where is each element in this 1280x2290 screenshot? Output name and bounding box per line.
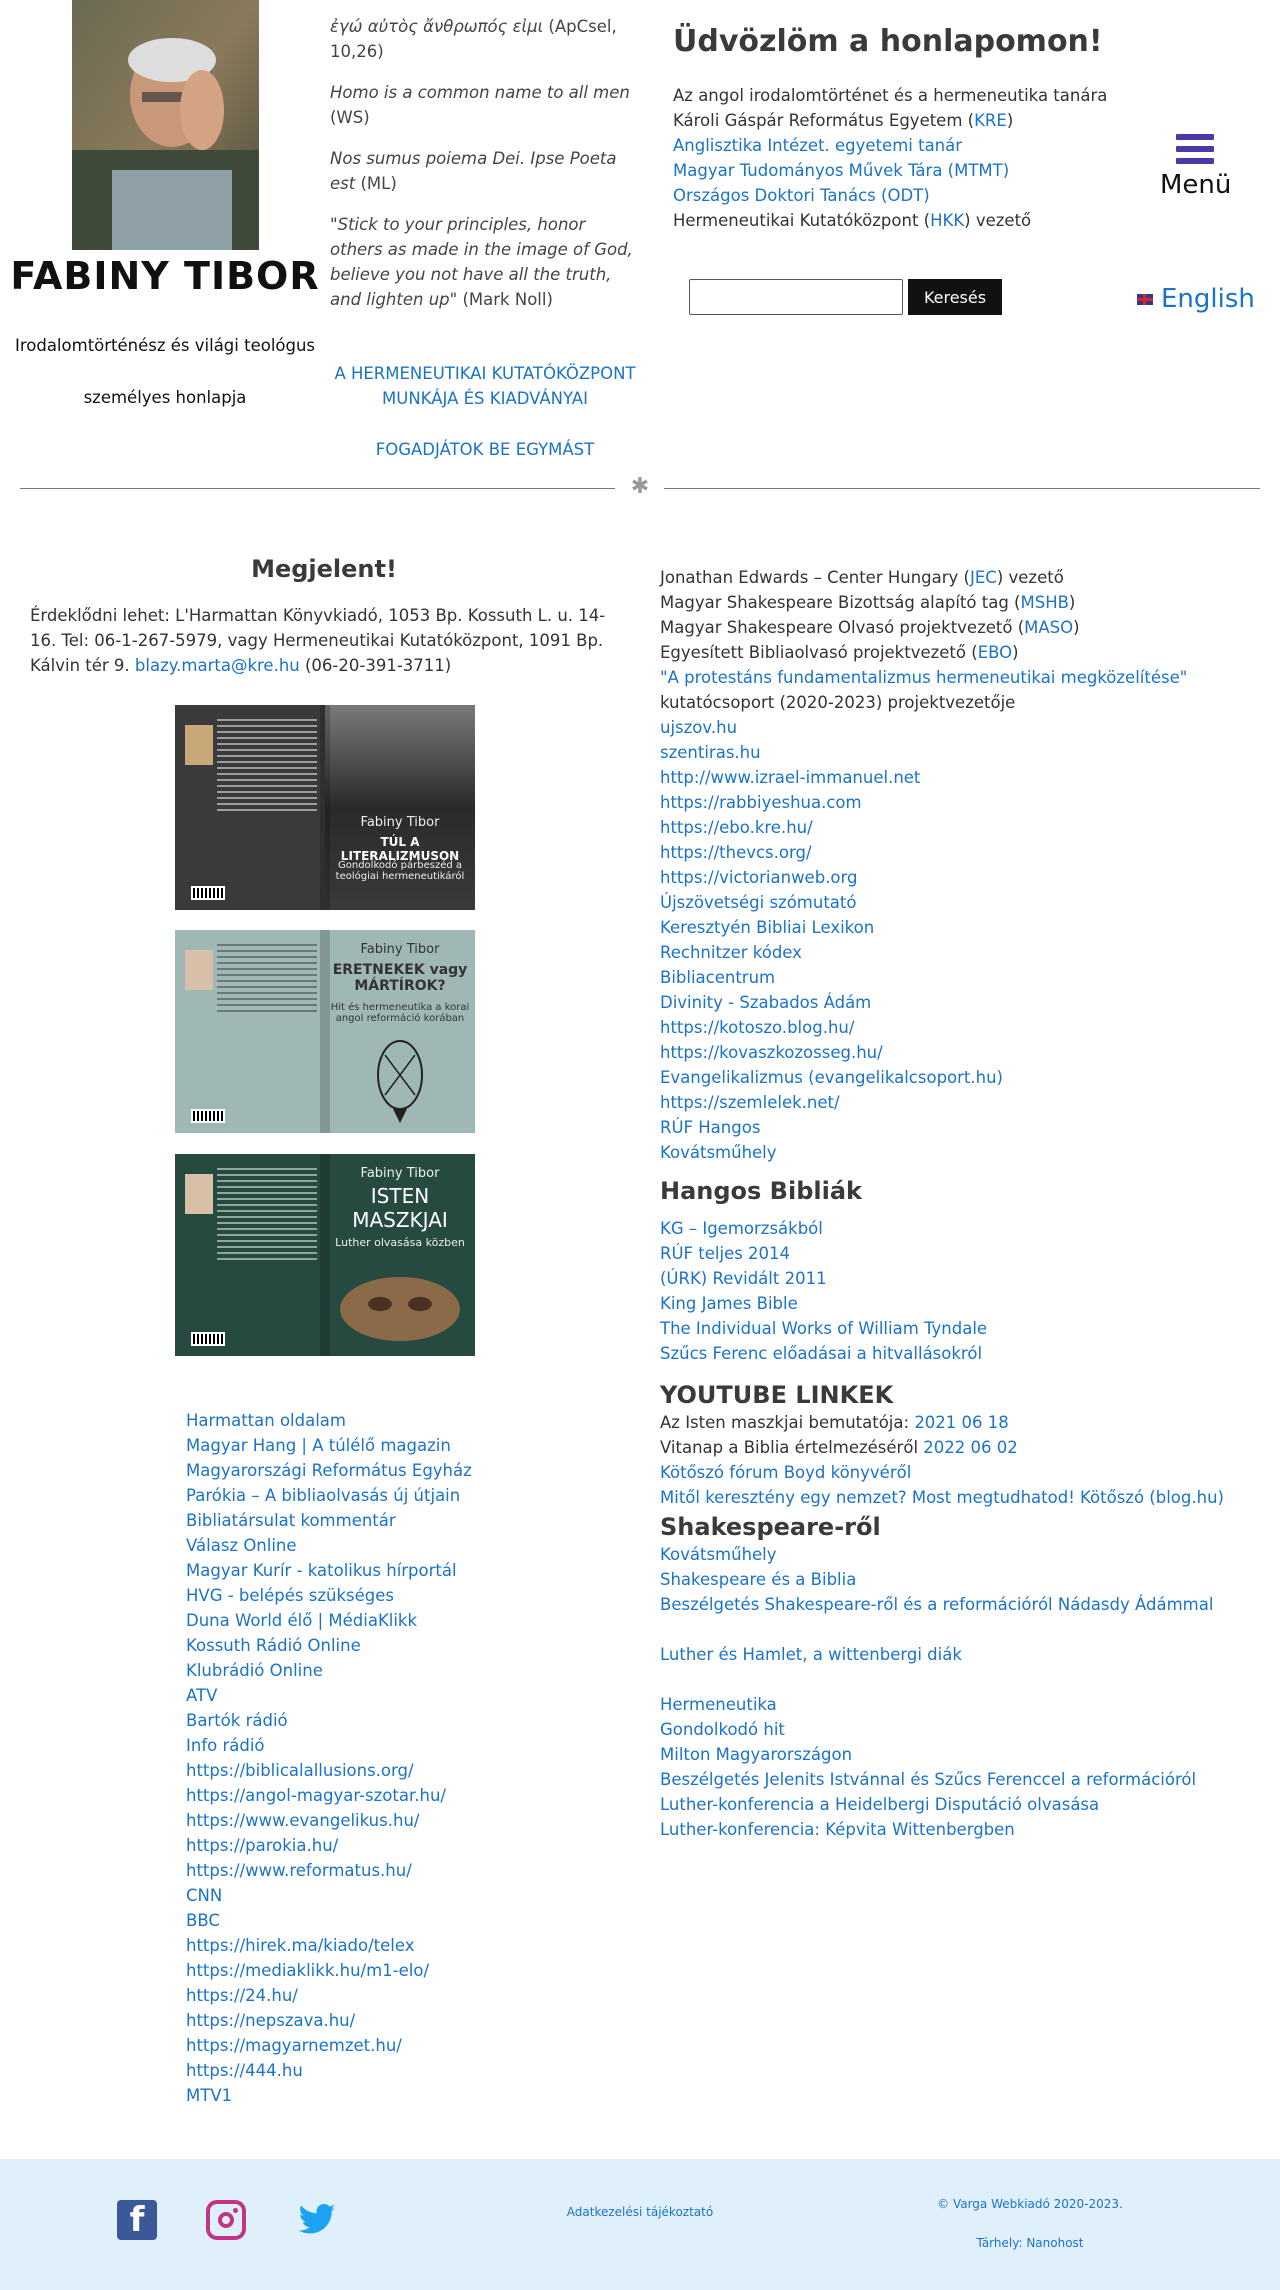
youtube-row: Az Isten maszkjai bemutatója: 2021 06 18 [660, 1413, 1009, 1432]
role-line: Jonathan Edwards – Center Hungary (JEC) vezető [660, 568, 1064, 587]
anglisztika-link[interactable]: Anglisztika Intézet. egyetemi tanár [673, 136, 963, 155]
audio-bibles-heading: Hangos Bibliák [660, 1177, 862, 1205]
english-language-link[interactable] [1137, 284, 1255, 314]
audio-bible-link[interactable]: RÚF teljes 2014 [660, 1244, 791, 1263]
shakespeare-link[interactable]: Kovátsműhely [660, 1545, 777, 1564]
search-input[interactable] [689, 279, 903, 315]
uk-flag-icon [1137, 294, 1153, 305]
barcode-icon [191, 886, 225, 900]
right-link-item[interactable]: Kovátsműhely [660, 1143, 777, 1162]
kre-link[interactable]: KRE [974, 111, 1007, 130]
hkk-publications-link[interactable]: A HERMENEUTIKAI KUTATÓKÖZPONT MUNKÁJA ÉS KIADVÁNYAI [334, 364, 636, 408]
audio-bible-link[interactable]: KG – Igemorzsákból [660, 1219, 823, 1238]
contact-info: Érdeklődni lehet: L'Harmattan Könyvkiadó, 1053 Bp. Kossuth L. u. 14-16. Tel: 06-1-267-5979, vagy Hermeneutikai Kutatóközpont, 1091 Bp. Kálvin tér 9. blazy.marta@kre.hu (06-20-391-3711) [30, 606, 606, 675]
search-button[interactable]: Keresés [908, 279, 1002, 315]
left-link-item[interactable]: https://magyarnemzet.hu/ [186, 2036, 402, 2055]
role-abbrev-link[interactable]: JEC [970, 568, 997, 587]
left-link-item[interactable]: https://24.hu/ [186, 1986, 298, 2005]
audio-bible-link[interactable]: Szűcs Ferenc előadásai a hitvallásokról [660, 1344, 983, 1363]
subtitle-line: személyes honlapja [83, 388, 247, 407]
left-link-item[interactable]: Duna World élő | MédiaKlikk [186, 1611, 418, 1630]
left-link-item[interactable]: https://parokia.hu/ [186, 1836, 339, 1855]
left-link-item[interactable]: https://biblicalallusions.org/ [186, 1761, 414, 1780]
published-heading: Megjelent! [251, 555, 397, 583]
copyright-block [900, 2185, 1160, 2263]
book-title: ERETNEKEK vagy MÁRTÍROK? [332, 962, 468, 994]
misc-link[interactable]: Luther-konferencia a Heidelbergi Disputáció olvasása [660, 1795, 1100, 1814]
youtube-link[interactable]: Mitől keresztény egy nemzet? Most megtudhatod! Kötőszó (blog.hu) [660, 1488, 1224, 1507]
youtube-links [660, 1460, 1270, 1510]
left-link-item[interactable]: MTV1 [186, 2086, 233, 2105]
audio-bible-link[interactable]: The Individual Works of William Tyndale [660, 1319, 988, 1338]
book-cover-eretnekek-vagy-martirok[interactable] [175, 930, 475, 1133]
misc-link[interactable]: Milton Magyarországon [660, 1745, 853, 1764]
misc-link[interactable]: Luther-konferencia: Képvita Wittenbergben [660, 1820, 1015, 1839]
divider-asterisk-icon: ✱ [630, 474, 650, 499]
roles-list [660, 565, 1270, 665]
role-abbrev-link[interactable]: EBO [977, 643, 1013, 662]
hkk-link[interactable]: HKK [930, 211, 965, 230]
role-line: Egyesített Bibliaolvasó projektvezető (EBO) [660, 643, 1019, 662]
accept-each-other-link[interactable]: FOGADJÁTOK BE EGYMÁST [375, 440, 595, 459]
menu-label[interactable]: Menü [1160, 170, 1232, 200]
barcode-icon [191, 1332, 225, 1346]
left-link-item[interactable]: https://nepszava.hu/ [186, 2011, 356, 2030]
more-links [660, 1692, 1270, 1842]
right-column [660, 565, 1270, 1842]
email-link[interactable]: blazy.marta@kre.hu [134, 656, 300, 675]
left-link-item[interactable]: Magyar Hang | A túlélő magazin [186, 1436, 451, 1455]
book-author: Fabiny Tibor [360, 1166, 440, 1181]
hamburger-icon[interactable] [1176, 134, 1214, 164]
left-link-item[interactable]: ATV [186, 1686, 218, 1705]
quotes-block [330, 14, 640, 328]
left-link-item[interactable]: Parókia – A bibliaolvasás új útjain [186, 1486, 461, 1505]
left-link-item[interactable]: Bartók rádió [186, 1711, 288, 1730]
site-subtitle [10, 320, 320, 424]
menu-button[interactable] [1160, 134, 1230, 200]
shakespeare-links [660, 1542, 1270, 1617]
left-link-item[interactable]: BBC [186, 1911, 220, 1930]
left-link-item[interactable]: HVG - belépés szükséges [186, 1586, 394, 1605]
divider-line [664, 488, 1260, 489]
role-abbrev-link[interactable]: MASO [1024, 618, 1074, 637]
project-post: kutatócsoport (2020-2023) projektvezetője [660, 693, 1016, 712]
right-link-item[interactable]: Újszövetségi szómutató [660, 893, 857, 912]
book-cover-isten-maszkjai[interactable] [175, 1154, 475, 1356]
left-link-item[interactable]: Magyarországi Református Egyház [186, 1461, 472, 1480]
audio-bible-link[interactable]: King James Bible [660, 1294, 798, 1313]
odt-link[interactable]: Országos Doktori Tanács (ODT) [673, 186, 930, 205]
twitter-icon[interactable] [296, 2200, 338, 2240]
shakespeare-link[interactable]: Shakespeare és a Biblia [660, 1570, 857, 1589]
right-link-item[interactable]: https://szemlelek.net/ [660, 1093, 840, 1112]
fish-illustration-icon [365, 1035, 435, 1125]
left-link-item[interactable]: Válasz Online [186, 1536, 297, 1555]
project-link[interactable]: "A protestáns fundamentalizmus hermeneutikai megközelítése" [660, 668, 1188, 687]
intro-line: Az angol irodalomtörténet és a hermeneutika tanára [673, 86, 1108, 105]
portrait-photo [72, 0, 259, 250]
site-title: FABINY TIBOR [10, 254, 320, 298]
intro-line: Károli Gáspár Református Egyetem (KRE) [673, 111, 1014, 130]
role-abbrev-link[interactable]: MSHB [1020, 593, 1069, 612]
left-link-item[interactable]: https://hirek.ma/kiado/telex [186, 1936, 415, 1955]
youtube-link[interactable]: 2021 06 18 [914, 1413, 1009, 1432]
facebook-icon[interactable]: f [117, 2200, 157, 2240]
shakespeare-heading: Shakespeare-ről [660, 1513, 881, 1541]
right-link-item[interactable]: Keresztyén Bibliai Lexikon [660, 918, 875, 937]
book-author: Fabiny Tibor [360, 942, 440, 957]
quote: "Stick to your principles, honor others as made in the image of God, believe you not have all the truth, and lighten up" (Mark Noll) [330, 215, 633, 309]
role-line: Magyar Shakespeare Olvasó projektvezető (MASO) [660, 618, 1080, 637]
book-subtitle: Hit és hermeneutika a korai angol reformáció korában [330, 1002, 470, 1024]
mtmt-link[interactable]: Magyar Tudományos Művek Tára (MTMT) [673, 161, 1010, 180]
right-link-item[interactable]: ujszov.hu [660, 718, 738, 737]
quote: Homo is a common name to all men (WS) [330, 83, 630, 127]
quote: Nos sumus poiema Dei. Ipse Poeta est (ML) [330, 149, 617, 193]
left-link-item[interactable]: https://www.reformatus.hu/ [186, 1861, 412, 1880]
left-link-item[interactable]: https://mediaklikk.hu/m1-elo/ [186, 1961, 430, 1980]
quote: ἐγώ αὐτὸς ἄνθρωπός εἰμι (ApCsel, 10,26) [330, 17, 617, 61]
intro-line: Hermeneutikai Kutatóközpont (HKK) vezető [673, 211, 1032, 230]
mask-illustration-icon [335, 1264, 465, 1349]
left-link-list [186, 1408, 472, 2108]
welcome-title: Üdvözlöm a honlapomon! [673, 24, 1103, 59]
copyright-text: © Varga Webkiadó 2020-2023. [937, 2197, 1123, 2211]
right-link-item[interactable]: Divinity - Szabados Ádám [660, 993, 872, 1012]
book-cover-tul-a-literalizmuson[interactable] [175, 705, 475, 910]
hosting-text: Tárhely: Nanohost [976, 2236, 1084, 2250]
right-link-list [660, 715, 1270, 1165]
youtube-heading: YOUTUBE LINKEK [660, 1381, 894, 1409]
right-link-item[interactable]: https://victorianweb.org [660, 868, 858, 887]
right-link-item[interactable]: https://ebo.kre.hu/ [660, 818, 813, 837]
left-link-item[interactable]: Harmattan oldalam [186, 1411, 346, 1430]
left-link-item[interactable]: Magyar Kurír - katolikus hírportál [186, 1561, 457, 1580]
misc-link[interactable]: Beszélgetés Jelenits Istvánnal és Szűcs Ferenccel a reformációról [660, 1770, 1197, 1789]
left-link-item[interactable]: https://444.hu [186, 2061, 303, 2080]
instagram-icon[interactable] [206, 2200, 246, 2240]
subtitle-line: Irodalomtörténész és világi teológus [14, 336, 316, 355]
book-title: TÚL A LITERALIZMUSON [340, 835, 460, 863]
right-link-item[interactable]: https://rabbiyeshua.com [660, 793, 862, 812]
right-link-item[interactable]: Bibliacentrum [660, 968, 776, 987]
youtube-row: Vitanap a Biblia értelmezéséről 2022 06 02 [660, 1438, 1018, 1457]
divider-line [20, 488, 615, 489]
book-title: ISTEN MASZKJAI [352, 1184, 448, 1232]
left-link-item[interactable]: Klubrádió Online [186, 1661, 323, 1680]
book-subtitle: Luther olvasása közben [335, 1236, 465, 1249]
misc-link[interactable]: Gondolkodó hit [660, 1720, 785, 1739]
youtube-link[interactable]: 2022 06 02 [923, 1438, 1018, 1457]
left-link-item[interactable]: Bibliatársulat kommentár [186, 1511, 396, 1530]
right-link-item[interactable]: https://kovaszkozosseg.hu/ [660, 1043, 883, 1062]
youtube-link[interactable]: Kötőszó fórum Boyd könyvéről [660, 1463, 912, 1482]
misc-link[interactable]: Hermeneutika [660, 1695, 777, 1714]
right-link-item[interactable]: RÚF Hangos [660, 1118, 761, 1137]
right-link-item[interactable]: https://thevcs.org/ [660, 843, 812, 862]
language-label[interactable]: English [1161, 284, 1255, 314]
book-author: Fabiny Tibor [360, 815, 440, 830]
audio-bible-link[interactable]: (ÚRK) Revidált 2011 [660, 1269, 827, 1288]
barcode-icon [191, 1109, 225, 1123]
left-link-item[interactable]: https://angol-magyar-szotar.hu/ [186, 1786, 446, 1805]
role-line: Magyar Shakespeare Bizottság alapító tag (MSHB) [660, 593, 1076, 612]
right-link-item[interactable]: szentiras.hu [660, 743, 761, 762]
right-link-item[interactable]: http://www.izrael-immanuel.net [660, 768, 921, 787]
right-link-item[interactable]: Rechnitzer kódex [660, 943, 802, 962]
audio-bible-links [660, 1216, 1270, 1366]
intro-block [673, 83, 1143, 233]
book-subtitle: Gondolkodó párbeszéd a teológiai hermeneutikáról [335, 860, 465, 882]
left-link-item[interactable]: Kossuth Rádió Online [186, 1636, 361, 1655]
privacy-policy-link[interactable]: Adatkezelési tájékoztató [566, 2205, 714, 2219]
luther-hamlet-link[interactable]: Luther és Hamlet, a wittenbergi diák [660, 1645, 962, 1664]
left-link-item[interactable]: Info rádió [186, 1736, 265, 1755]
shakespeare-link[interactable]: Beszélgetés Shakespeare-ről és a reformációról Nádasdy Ádámmal [660, 1595, 1214, 1614]
right-link-item[interactable]: https://kotoszo.blog.hu/ [660, 1018, 855, 1037]
right-link-item[interactable]: Evangelikalizmus (evangelikalcsoport.hu) [660, 1068, 1003, 1087]
left-link-item[interactable]: CNN [186, 1886, 223, 1905]
left-link-item[interactable]: https://www.evangelikus.hu/ [186, 1811, 420, 1830]
